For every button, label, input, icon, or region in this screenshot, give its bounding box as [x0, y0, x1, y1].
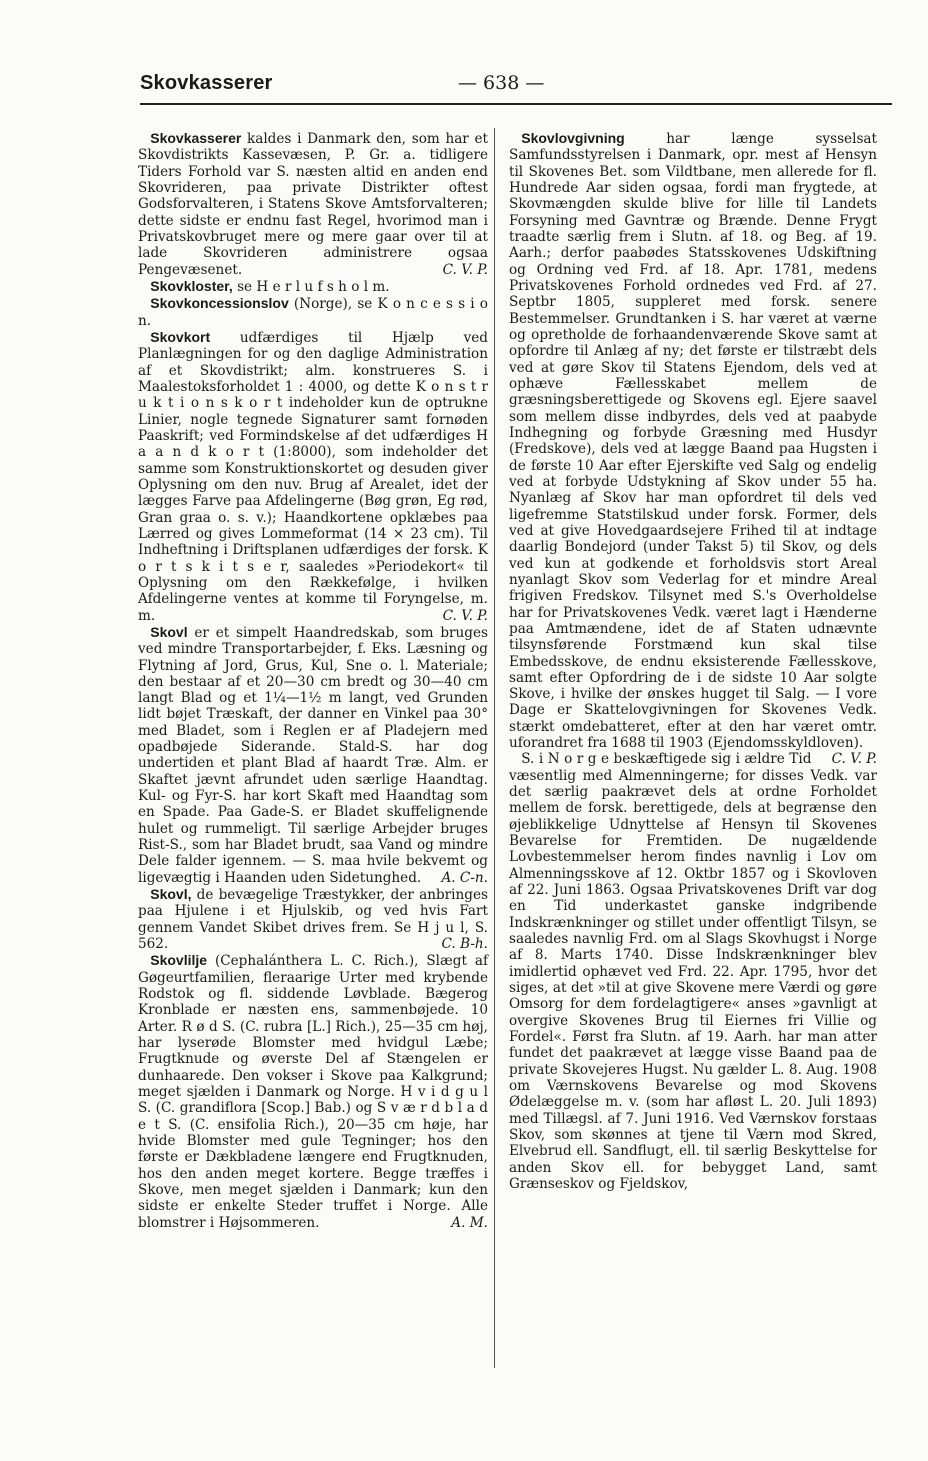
page-number: — 638 — [458, 72, 545, 94]
entry-signature: C. B-h. [441, 936, 488, 953]
entry-body: er et simpelt Haandredskab, som bruges ved mindre Transportarbejder, f. Eks. Læsning og Flytning af Jord, Grus, Kul, Sne o. l. Materiale; den bestaar af et 20—30 cm bredt og 30—40 cm langt Blad og et 1¼—1½ m langt, ved Grunden lidt bøjet Træskaft, der danner en Vinkel paa 30° med Bladet, som i Reglen er af Pladejern med opadbøjede Siderande. Stald-S. har dog undertiden et plant Blad af haardt Træ. Alm. er Skaftet jævnt afrundet uden særlige Haandtag. Kul- og Fyr-S. har kort Skaft med Haandtag som en Spade. Paa Gade-S. er Bladet skuffelignende hulet og rummeligt. Til særlige Arbejder bruges Rist-S., som har Bladet brudt, saa Vand og mindre Dele falder igennem. — S. maa hvile bekvemt og ligevægtig i Haanden uden Sidetunghed. [138, 624, 488, 886]
entry-body: de bevægelige Træstykker, der anbringes paa Hjulene i et Hjulskib, og ved hvis Fart gennem Vandet Skibet drives frem. Se H j u l, S. 562. [138, 887, 488, 953]
entry-head: Skovlovgivning [521, 130, 625, 146]
entry-signature: A. M. [451, 1214, 488, 1231]
entry-body: S. i N o r g e beskæftigede sig i ældre Tid væsentlig med Almenningerne; for disses Vedk. var det særlig paakrævet dels at ordne Forholdet mellem de forsk. berettigede, dels at begrænse den øjeblikkelige Udnyttelse af Hensyn til Skovenes Bevarelse for Fremtiden. De nugældende Lovbestemmelser herom findes navnlig i Lov om Almenningsskove af 12. Oktbr 1857 og i Skovloven af 22. Juni 1863. Ogsaa Privatskovenes Drift var dog en Tid underkastet ganske indgribende Indskrænkninger og stillet under offentligt Tilsyn, se saaledes navnlig Frd. om al Slags Skovhugst i Norge af 8. Marts 1740. Disse Indskrænkninger blev imidlertid ophævet ved Frd. 22. Apr. 1795, hvor det siges, at det »til at give Skovene mere Værdi og gøre Omsorg for dem fordelagtigere« anses »gavnligt at overgive Skovenes Brug til Eiernes fri Villie og Fordel«. Først fra Slutn. af 19. Aarh. har man atter fundet det paakrævet at lægge visse Baand paa de private Skovejeres Hugst. Nu gælder L. 8. Aug. 1908 om Værnskovens Bevarelse og mod Skovens Ødelæggelse m. v. (som har afløst L. 20. Juli 1893) med Tillægsl. af 7. Juni 1916. Ved Værnskov forstaas Skov, som skønnes at tjene til Værn mod Skred, Elvebrud ell. Sandflugt, ell. til særlig Beskyttelse for anden Skov ell. for bebygget Land, samt Grænseskov og Fjeldskov, [509, 751, 877, 1192]
entry-skovkloster [138, 278, 488, 295]
entry-skovkoncessionslov [138, 295, 488, 329]
entry-head: Skovkoncessionslov [150, 295, 289, 312]
page-header [140, 72, 892, 102]
entry-skovlilje [138, 952, 488, 1231]
entry-body: kaldes i Danmark den, som har et Skovdistrikts Kassevæsen, P. Gr. a. tidligere Tiders Forhold var S. næsten altid en anden end Skovrideren, paa private Distrikter oftest Godsforvalteren, i Statens Skove Amtsforvalteren; dette sidste er endnu fast Regel, hvorimod man i Privatskovbruget mere og mere gaar over til at lade Skovrideren administrere ogsaa Pengevæsenet. [138, 131, 488, 278]
entry-skovl-paddle [138, 886, 488, 952]
running-head: Skovkasserer [140, 72, 273, 94]
entry-skovkasserer [138, 130, 488, 278]
entry-body: (Cephalánthera L. C. Rich.), Slægt af Gøgeurtfamilien, fleraarige Urter med krybende Rodstok og fl. siddende Løvblade. Bægerog Kronblade er næsten ens, sammenbøjede. 10 Arter. R ø d S. (C. rubra [L.] Rich.), 25—35 cm høj, har lyserøde Blomster med hvidgul Læbe; Frugtknude og øverste Del af Stængelen er dunhaarede. Den vokser i Skove paa Kalkgrund; meget sjælden i Danmark og Norge. H v i d g u l S. (C. grandiflora [Scop.] Bab.) og S v æ r d b l a d e t S. (C. ensifolia Rich.), 20—35 cm høje, har hvide Blomster med gule Tegninger; hos den første er Dækbladene længere end Frugtknuden, hos den anden meget kortere. Begge træffes i Skove, men meget sjælden i Danmark; kun den sidste er enkelte Steder truffet i Norge. Alle blomstrer i Højsommeren. [138, 953, 488, 1231]
entry-signature: C. V. P. [831, 751, 877, 768]
entry-head: Skovkort [150, 328, 211, 345]
entry-body: udfærdiges til Hjælp ved Planlægningen for og den daglige Administration af et Skovdistrikt; alm. konstrueres S. i Maalestoksforholdet 1 : 4000, og dette K o n s t r u k t i o n s k o r t indeholder kun de optrukne Linier, nogle tegnede Signaturer samt fornøden Paaskrift; ved Formindskelse af det udfærdiges H a a n d k o r t (1:8000), som indeholder det samme som Konstruktionskortet og desuden giver Oplysning om den nuv. Brug af Arealet, idet der lægges Farve paa Afdelingerne (Bøg grøn, Eg rød, Gran graa o. s. v.); Haandkortene opklæbes paa Lærred og gives Lommeformat (14 × 23 cm). Til Indheftning i Driftsplanen udfærdiges der forsk. K o r t s k i t s e r, saaledes »Periodekort« til Oplysning om den Rækkefølge, i hvilken Afdelingerne ventes at komme til Foryngelse, m. m. [138, 329, 489, 624]
entry-signature: A. C-n. [441, 869, 488, 886]
header-rule [140, 103, 892, 105]
column-divider [494, 128, 495, 1368]
entry-head: Skovl, [150, 886, 192, 903]
entry-skovlovgivning-norge [509, 751, 877, 1192]
right-column [509, 130, 877, 1192]
entry-head: Skovl [150, 623, 188, 640]
entry-skovkort [138, 329, 488, 624]
entry-body: se H e r l u f s h o l m. [237, 278, 390, 295]
entry-signature: C. V. P. [442, 607, 488, 624]
entry-skovlovgivning [509, 130, 877, 768]
entry-head: Skovkasserer [150, 130, 242, 146]
entry-head: Skovlilje [150, 952, 208, 969]
entry-skovl-tool [138, 624, 488, 886]
entry-body: (Norge), se K o n c e s s i o n. [138, 296, 488, 329]
entry-head: Skovkloster, [150, 277, 233, 294]
left-column [138, 130, 488, 1231]
entry-body: har længe sysselsat Samfundsstyrelsen i Danmark, opr. mest af Hensyn til Skovenes Bet. som Vildtbane, men allerede for fl. Hundrede Aar siden ogsaa, fordi man frygtede, at Skovmængden skulde blive for lille til Landets Forsyning med Gavntræ og Brænde. Denne Frygt traadte særlig frem i Slutn. af 18. og Beg. af 19. Aarh.; derfor paabødes Statsskovenes Udskiftning og Ordning ved Frd. af 18. Apr. 1781, medens Privatskovenes Forhold ordnedes ved Frd. af 27. Septbr 1805, suppleret med forsk. senere Bestemmelser. Grundtanken i S. har været at værne og opretholde de forhaandenværende Skove samt at opfordre til Anlæg af ny; det første er tilstræbt dels ved at gøre Skov til Statens Ejendom, dels ved at ophæve Fællesskabet mellem de græsningsberettigede og Skovens egl. Ejere saavel som mellem disse indbyrdes, dels ved at paabyde Indhegning og forbyde Græsning med Husdyr (Fredskove), dels ved at lægge Baand paa Hugsten i de første 10 Aar efter Ejerskifte ved Salg og endelig ved at forbyde Udstykning af Skov under 55 ha. Nyanlæg af Skov har man opfordret til dels ved ligefremme Statstilskud under forsk. Former, dels ved at give Hovedgaardsejere Frihed til at indtage daarlig Bondejord (under Takst 5) til Skov, og dels ved kun at godkende et forholdsvis stort Areal nyanlagt Skov som Vederlag for et mindre Areal frigiven Fredskov. Tilsynet med S.'s Overholdelse har for Privatskovenes Vedk. været lagt i Hænderne paa Amtmændene, idet de af Staten udnævnte tilsynsførende Forstmænd kun skal tilse Embedsskove, de endnu eksisterende Fællesskove, samt efter Opfordring de i de sidste 10 Aar solgte Skove, i hvilke der ønskes hugget til Salg. — I vore Dage er Skattelovgivningen for Skovenes Vedk. stærkt omdebatteret, efter at den har været omtr. uforandret fra 1688 til 1903 (Ejendomsskyldloven). [509, 131, 877, 752]
entry-signature: C. V. P. [442, 261, 488, 278]
